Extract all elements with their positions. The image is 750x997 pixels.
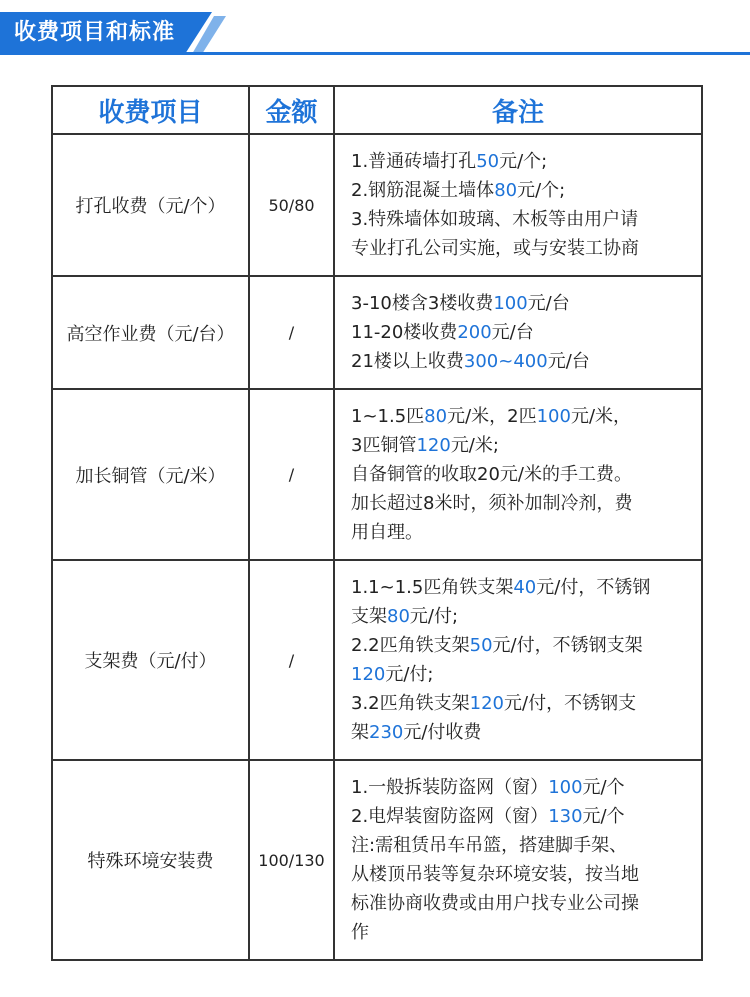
note-highlight-value: 130 [548, 806, 583, 827]
column-header-amount: 金额 [249, 86, 334, 134]
note-line [351, 460, 691, 489]
fee-table [51, 85, 703, 961]
table-row [52, 134, 702, 276]
note-text: 1.一般拆装防盗网（窗） [351, 777, 549, 798]
fee-item: 支架费（元/付） [52, 560, 249, 760]
fee-item: 高空作业费（元/台） [52, 276, 249, 389]
note-line [351, 718, 691, 747]
table-header-row [52, 86, 702, 134]
note-highlight-value: 50 [476, 151, 500, 172]
note-line [351, 318, 691, 347]
note-text: 3.2匹角铁支架 [351, 693, 470, 714]
section-title: 收费项目和标准 [14, 20, 176, 45]
note-highlight-value: 50 [469, 635, 493, 656]
note-highlight-value: 80 [494, 180, 518, 201]
note-line [351, 176, 691, 205]
note-line [351, 431, 691, 460]
note-text: 元/台 [527, 293, 570, 314]
fee-amount: 50/80 [249, 134, 334, 276]
note-text: 元/个; [517, 180, 566, 201]
fee-notes [334, 276, 702, 389]
note-line [351, 631, 691, 660]
section-header [0, 0, 750, 62]
note-highlight-value: 40 [513, 577, 537, 598]
note-line [351, 234, 691, 263]
note-highlight-value: 100 [548, 777, 583, 798]
note-text: 元/台 [491, 322, 534, 343]
note-text: 注:需租赁吊车吊篮，搭建脚手架、 [351, 835, 628, 856]
fee-amount: 100/130 [249, 760, 334, 960]
note-line [351, 205, 691, 234]
note-text: 3-10楼含3楼收费 [351, 293, 494, 314]
note-text: 专业打孔公司实施，或与安装工协商 [351, 238, 639, 259]
note-text: 架 [351, 722, 369, 743]
header-underline [0, 52, 750, 55]
note-text: 元/米， [570, 406, 632, 427]
column-header-item: 收费项目 [52, 86, 249, 134]
note-text: 从楼顶吊装等复杂环境安装，按当地 [351, 864, 639, 885]
note-text: 元/付; [385, 664, 434, 685]
note-highlight-value: 200 [457, 322, 492, 343]
note-text: 元/个 [582, 806, 625, 827]
note-line [351, 289, 691, 318]
note-text: 元/米; [450, 435, 499, 456]
note-highlight-value: 80 [424, 406, 448, 427]
fee-amount: / [249, 560, 334, 760]
note-line [351, 860, 691, 889]
note-highlight-value: 100 [536, 406, 571, 427]
note-highlight-value: 230 [369, 722, 404, 743]
note-text: 用自理。 [351, 522, 423, 543]
note-text: 2.2匹角铁支架 [351, 635, 470, 656]
table-row [52, 276, 702, 389]
fee-notes [334, 560, 702, 760]
note-highlight-value: 80 [387, 606, 410, 627]
note-text: 作 [351, 922, 369, 943]
note-text: 11-20楼收费 [351, 322, 458, 343]
note-text: 3匹铜管 [351, 435, 417, 456]
note-line [351, 573, 691, 602]
fee-notes [334, 134, 702, 276]
note-line [351, 889, 691, 918]
note-text: 元/付; [409, 606, 459, 627]
column-header-notes: 备注 [334, 86, 702, 134]
note-line [351, 147, 691, 176]
note-text: 元/付，不锈钢支架 [492, 635, 643, 656]
note-highlight-value: 300~400 [463, 351, 548, 372]
note-line [351, 402, 691, 431]
note-text: 3.特殊墙体如玻璃、木板等由用户请 [351, 209, 639, 230]
note-text: 元/个; [499, 151, 548, 172]
note-highlight-value: 120 [351, 664, 386, 685]
fee-notes [334, 760, 702, 960]
note-text: 2.电焊装窗防盗网（窗） [351, 806, 549, 827]
fee-amount: / [249, 389, 334, 560]
note-line [351, 489, 691, 518]
note-text: 1.1~1.5匹角铁支架 [351, 577, 514, 598]
note-line [351, 660, 691, 689]
note-text: 标准协商收费或由用户找专业公司操 [351, 893, 639, 914]
note-highlight-value: 100 [493, 293, 528, 314]
table-row [52, 389, 702, 560]
table-row [52, 760, 702, 960]
note-line [351, 518, 691, 547]
note-text: 元/台 [547, 351, 590, 372]
note-line [351, 689, 691, 718]
note-text: 元/个 [582, 777, 625, 798]
note-text: 1.普通砖墙打孔 [351, 151, 477, 172]
note-text: 1~1.5匹 [351, 406, 425, 427]
note-line [351, 773, 691, 802]
fee-notes [334, 389, 702, 560]
note-line [351, 918, 691, 947]
fee-item: 特殊环境安装费 [52, 760, 249, 960]
table-row [52, 560, 702, 760]
note-text: 元/付，不锈钢支 [504, 693, 637, 714]
note-text: 元/米，2匹 [447, 406, 537, 427]
note-text: 加长超过8米时，须补加制冷剂，费 [351, 493, 633, 514]
note-line [351, 602, 691, 631]
note-text: 2.钢筋混凝土墙体 [351, 180, 495, 201]
note-text: 支架 [351, 606, 387, 627]
fee-amount: / [249, 276, 334, 389]
fee-item: 打孔收费（元/个） [52, 134, 249, 276]
note-highlight-value: 120 [469, 693, 504, 714]
note-text: 元/付，不锈钢 [536, 577, 651, 598]
note-text: 自备铜管的收取20元/米的手工费。 [351, 464, 632, 485]
note-text: 元/付收费 [403, 722, 482, 743]
note-line [351, 347, 691, 376]
note-highlight-value: 120 [416, 435, 451, 456]
note-text: 21楼以上收费 [351, 351, 464, 372]
fee-item: 加长铜管（元/米） [52, 389, 249, 560]
note-line [351, 831, 691, 860]
note-line [351, 802, 691, 831]
